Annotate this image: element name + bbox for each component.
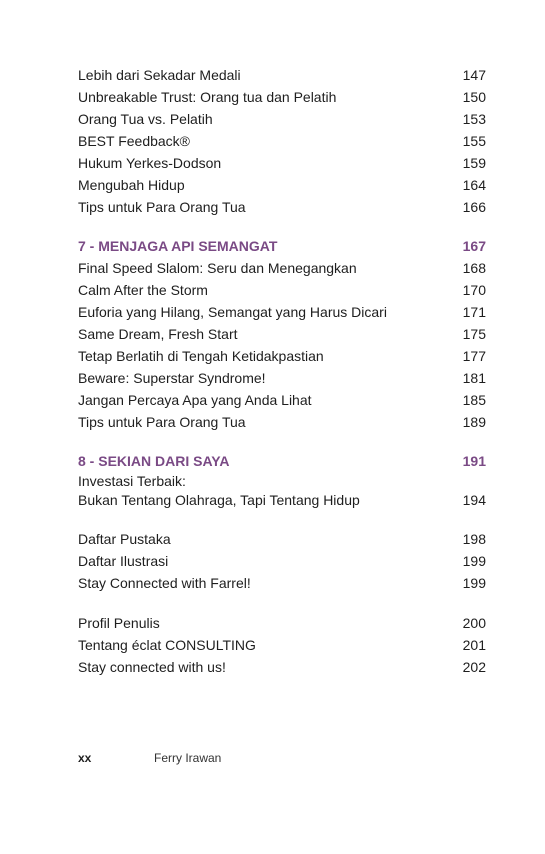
toc-entry-page: 199	[462, 575, 486, 591]
toc-entry-page: 159	[462, 155, 486, 171]
toc-entry-title: Euforia yang Hilang, Semangat yang Harus Dicari	[78, 304, 387, 320]
toc-entry-title: Beware: Superstar Syndrome!	[78, 370, 266, 386]
toc-entry-title: Orang Tua vs. Pelatih	[78, 111, 213, 127]
toc-entry-page: 201	[462, 637, 486, 653]
toc-entry[interactable]	[78, 257, 486, 279]
toc-entry[interactable]	[78, 367, 486, 389]
chapter-page: 191	[462, 453, 486, 469]
toc-entry[interactable]	[78, 86, 486, 108]
toc-entry-page: 202	[462, 659, 486, 675]
toc-entry[interactable]	[78, 196, 486, 218]
toc-entry-title-line2: Bukan Tentang Olahraga, Tapi Tentang Hidup	[78, 492, 360, 508]
page-footer	[78, 751, 221, 765]
toc-entry[interactable]	[78, 572, 486, 594]
toc-entry-title: Stay connected with us!	[78, 659, 226, 675]
toc-entry-title: Final Speed Slalom: Seru dan Menegangkan	[78, 260, 357, 276]
section-spacer	[78, 594, 486, 612]
chapter-heading[interactable]	[78, 450, 486, 472]
toc-entry[interactable]	[78, 389, 486, 411]
toc-entry-title: Tips untuk Para Orang Tua	[78, 199, 246, 215]
toc-entry-page: 147	[462, 67, 486, 83]
toc-entry[interactable]	[78, 550, 486, 572]
toc-entry[interactable]	[78, 411, 486, 433]
toc-entry-title: Calm After the Storm	[78, 282, 208, 298]
section-spacer	[78, 510, 486, 528]
toc-entry[interactable]	[78, 345, 486, 367]
toc-entry-page: 175	[462, 326, 486, 342]
toc-entry[interactable]	[78, 301, 486, 323]
toc-entry-title-line1: Investasi Terbaik:	[78, 473, 186, 489]
toc-entry-page: 198	[462, 531, 486, 547]
toc-entry-title: Daftar Ilustrasi	[78, 553, 169, 569]
toc-entry-title: Mengubah Hidup	[78, 177, 185, 193]
toc-entry[interactable]	[78, 130, 486, 152]
chapter-title: 8 - SEKIAN DARI SAYA	[78, 453, 230, 469]
toc-entry-title: BEST Feedback®	[78, 133, 190, 149]
toc-entry-page: 189	[462, 414, 486, 430]
toc-entry-page: 170	[462, 282, 486, 298]
toc-entry-page: 150	[462, 89, 486, 105]
toc-entry-page: 166	[462, 199, 486, 215]
toc-entry[interactable]	[78, 108, 486, 130]
toc-entry-page: 153	[462, 111, 486, 127]
toc-entry-title: Tips untuk Para Orang Tua	[78, 414, 246, 430]
toc-entry-page: 200	[462, 615, 486, 631]
chapter-heading[interactable]	[78, 235, 486, 257]
chapter-page: 167	[462, 238, 486, 254]
toc-entry-multiline[interactable]	[78, 472, 486, 510]
toc-entry-title: Tetap Berlatih di Tengah Ketidakpastian	[78, 348, 324, 364]
toc-entry-page: 199	[462, 553, 486, 569]
footer-page-number: xx	[78, 751, 92, 765]
toc-entry-page: 185	[462, 392, 486, 408]
toc-entry[interactable]	[78, 64, 486, 86]
toc-entry-title: Unbreakable Trust: Orang tua dan Pelatih	[78, 89, 337, 105]
toc-entry-title: Stay Connected with Farrel!	[78, 575, 251, 591]
toc-entry-title	[78, 472, 360, 510]
toc-entry[interactable]	[78, 152, 486, 174]
toc-entry[interactable]	[78, 612, 486, 634]
section-spacer	[78, 433, 486, 450]
toc-entry-title: Tentang éclat CONSULTING	[78, 637, 256, 653]
toc-entry[interactable]	[78, 634, 486, 656]
toc-entry-page: 181	[462, 370, 486, 386]
toc-entry-page: 164	[462, 177, 486, 193]
toc-entry[interactable]	[78, 323, 486, 345]
toc-entry-page: 194	[462, 492, 486, 508]
toc-entry[interactable]	[78, 174, 486, 196]
toc-entry[interactable]	[78, 279, 486, 301]
toc-entry-page: 155	[462, 133, 486, 149]
table-of-contents	[78, 64, 486, 678]
toc-entry-title: Daftar Pustaka	[78, 531, 171, 547]
footer-author: Ferry Irawan	[154, 751, 222, 765]
section-spacer	[78, 218, 486, 235]
toc-entry-title: Same Dream, Fresh Start	[78, 326, 238, 342]
toc-entry-page: 171	[462, 304, 486, 320]
toc-entry-title: Jangan Percaya Apa yang Anda Lihat	[78, 392, 312, 408]
toc-entry-page: 177	[462, 348, 486, 364]
toc-entry-title: Hukum Yerkes-Dodson	[78, 155, 222, 171]
toc-entry-title: Profil Penulis	[78, 615, 160, 631]
chapter-title: 7 - MENJAGA API SEMANGAT	[78, 238, 278, 254]
toc-entry[interactable]	[78, 656, 486, 678]
toc-entry[interactable]	[78, 528, 486, 550]
toc-entry-title: Lebih dari Sekadar Medali	[78, 67, 241, 83]
toc-entry-page: 168	[462, 260, 486, 276]
